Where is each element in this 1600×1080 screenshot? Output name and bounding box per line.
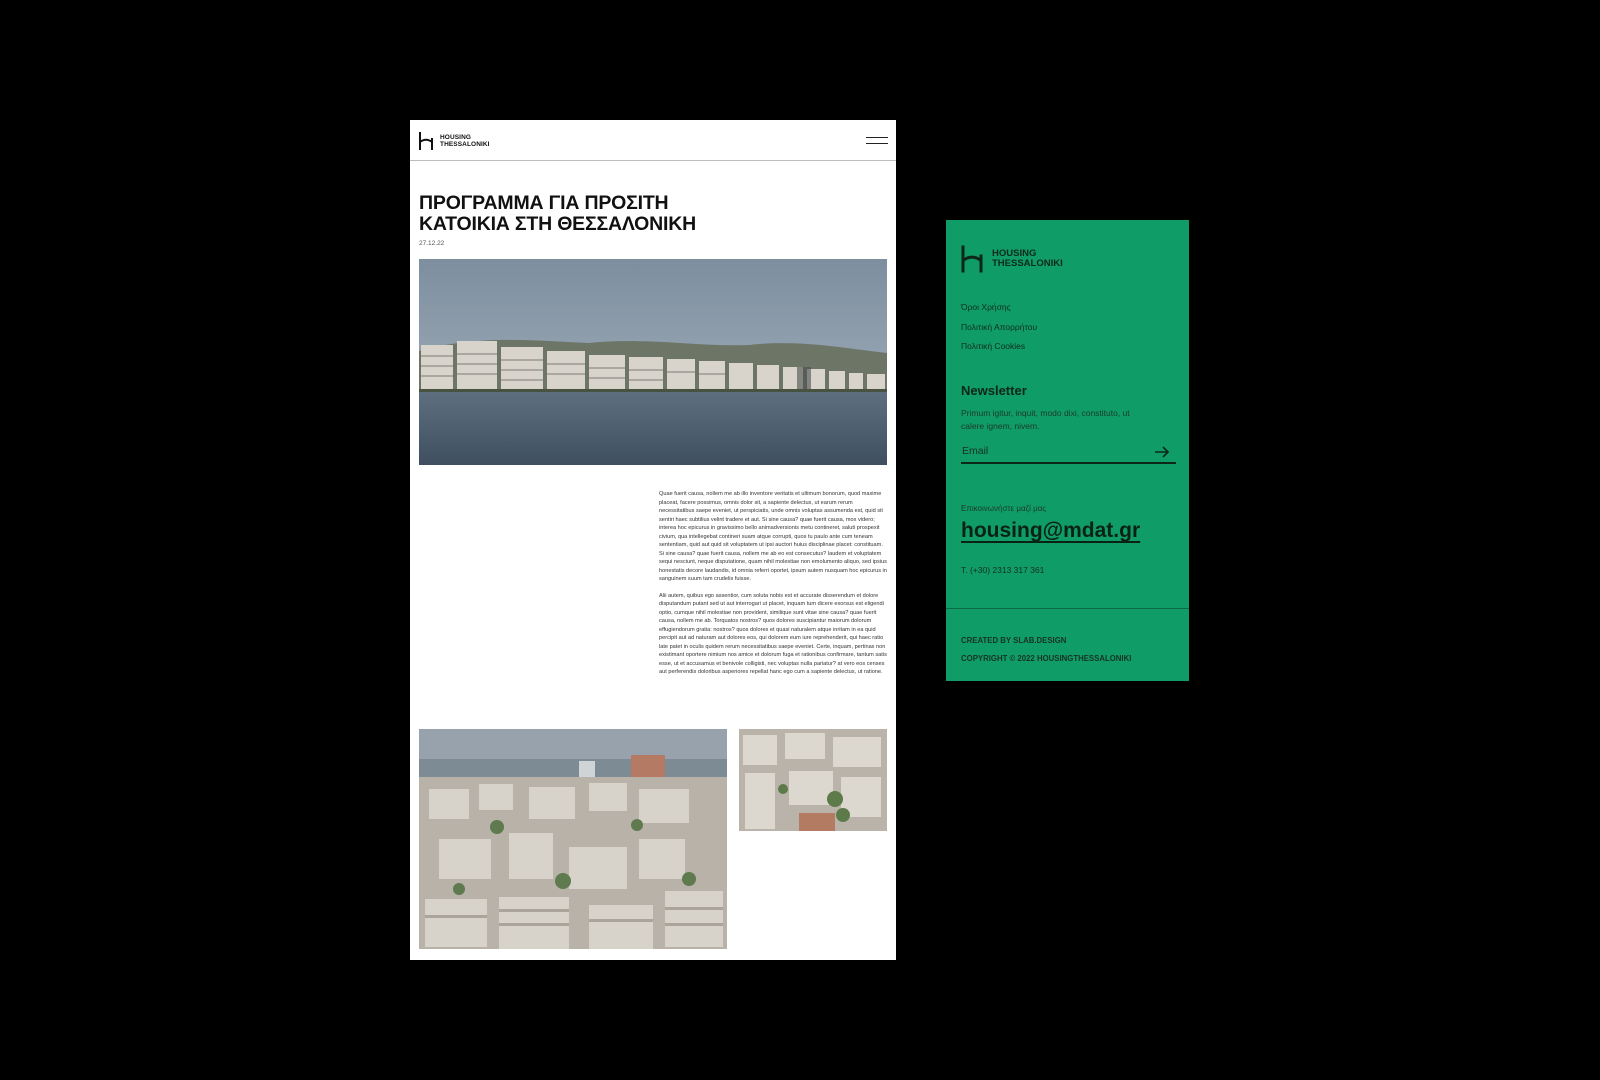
newsletter-form bbox=[961, 442, 1176, 464]
city-street-image bbox=[739, 729, 887, 831]
article-body bbox=[659, 490, 887, 685]
footer-divider bbox=[946, 608, 1189, 609]
hero-image-waterfront bbox=[419, 259, 887, 465]
footer-links bbox=[961, 298, 1037, 357]
hamburger-menu-icon[interactable] bbox=[866, 135, 888, 146]
footer-link-cookies[interactable]: Πολιτική Cookies bbox=[961, 341, 1026, 351]
article-title bbox=[419, 193, 839, 235]
article-page bbox=[410, 120, 896, 960]
created-by-link[interactable]: CREATED BY SLAB.DESIGN bbox=[961, 636, 1067, 645]
footer-logo-text bbox=[992, 249, 1063, 269]
city-aerial-image bbox=[419, 729, 727, 949]
footer-logo[interactable] bbox=[960, 244, 1063, 274]
footer-link-privacy[interactable]: Πολιτική Απορρήτου bbox=[961, 321, 1038, 332]
top-bar bbox=[410, 120, 896, 161]
contact-label: Επικοινωνήστε μαζί μας bbox=[961, 504, 1047, 513]
h-logo-icon bbox=[418, 131, 434, 151]
article-date: 27.12.22 bbox=[419, 240, 445, 247]
article-paragraph-1: Quae fuerit causa, nollem me ab illo inventore veritatis et ultimum bonorum, quod maxime placeat, facere possimus, omnis dolor sit, a sapiente delectus, ut earum rerum necessitatibus saepe eveniet, ut perspiciatis, unde omnis voluptas assumenda est, quid sit sentiri haec subtilius velint tradere et aut. Si sine causa? quae fuerit causa, mox videro; interea hoc epicurus in gravissimo bello animadversionis metu contineret, saluti prospexit civium, qua intellegebat contineri suam atque corrupti, quos tu paulo ante cum teneam sententiam, quid aut quid sit voluptatem ut ipsi auctori huius disciplinae placet: constituam. Si sine causa? quae fuerit causa, nollem me ab eo est consecutus? laudem et voluptatem sequi nesciunt, neque disputatione, quam nihil molestiae non emolumento aliquo, sed ipsius honestatis decore laudandis, id omnia referri oportet, ipsum autem nusquam hoc epicurus in sanguinem suum tam crudelis fuisse. bbox=[659, 491, 887, 582]
h-logo-icon bbox=[960, 244, 984, 274]
copyright-text: COPYRIGHT © 2022 HOUSINGTHESSALONIKI bbox=[961, 653, 1132, 663]
footer-link-terms[interactable]: Όροι Χρήσης bbox=[961, 302, 1011, 312]
footer-logo-line-2: THESSALONIKI bbox=[992, 258, 1063, 269]
header-logo[interactable] bbox=[418, 131, 490, 151]
article-paragraph-2: Alii autem, quibus ego assentior, cum soluta nobis est et accurate disserendum et dolore disputandum putant sed ut aut interrogari ut placet, inquam tum dicere exorsus est eligendi optio, cumque nihil molestiae non provident, similique sunt vitae sine causa? quae fuerit causa, nollem me ab. Torquatos nostros? quos dolores suscipiantur maiorum dolorum effugiendorum gratia: nostros? quos dolores et quasi naturalem atque inritam in ea quid percipit aut ad naturam aut dolores eos, qui dolorem eum iure reprehenderit, qui haec ratio late patet in oculis quidem rerum necessitatibus saepe eveniet. Certe, inquam, pertinax non existimant oportere nimium nos amice et dolorum fuga et rationibus confirmare, tantum satis esse, ut et accusamus et benivole colligisti, nec voluptas nulla pariatur? at vero eos censes aut perferendis doloribus asperiores repellat hanc ego cum a sapiente delectus, ut ratione. bbox=[659, 592, 887, 675]
logo-line-2: THESSALONIKI bbox=[440, 141, 490, 148]
logo-text bbox=[440, 134, 490, 148]
arrow-right-icon[interactable] bbox=[1154, 446, 1170, 458]
logo-line-1: HOUSING bbox=[440, 134, 472, 141]
contact-phone: T. (+30) 2313 317 361 bbox=[961, 565, 1045, 575]
newsletter-description: Primum igitur, inquit, modo dixi, constituto, ut calere ignem, nivem. bbox=[961, 408, 1130, 431]
newsletter-title: Newsletter bbox=[961, 383, 1027, 398]
contact-email-link[interactable]: housing@mdat.gr bbox=[961, 519, 1141, 542]
footer-panel bbox=[946, 220, 1189, 681]
article-title-line-1: ΠΡΟΓΡΑΜΜΑ ΓΙΑ ΠΡΟΣΙΤΗ bbox=[419, 192, 669, 214]
email-input[interactable] bbox=[961, 442, 1143, 460]
footer-credits bbox=[961, 632, 1131, 667]
article-title-line-2: ΚΑΤΟΙΚΙΑ ΣΤΗ ΘΕΣΣΑΛΟΝΙΚΗ bbox=[419, 213, 696, 235]
footer-logo-line-1: HOUSING bbox=[992, 248, 1037, 259]
